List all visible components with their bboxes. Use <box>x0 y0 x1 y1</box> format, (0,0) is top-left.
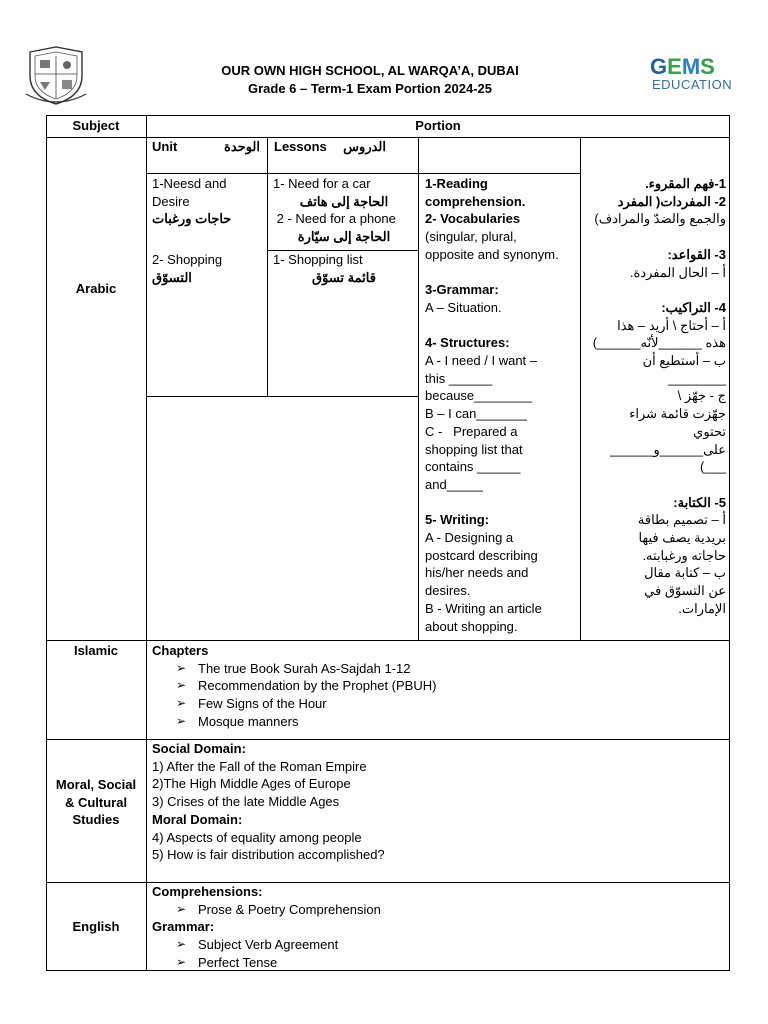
unit-label: Unit <box>152 139 178 154</box>
islamic-list <box>152 660 722 731</box>
comprehension-list <box>152 901 722 919</box>
logo-letter-g: G <box>650 54 668 79</box>
subject-column-header: Subject <box>72 118 120 133</box>
subject-islamic: Islamic <box>73 643 119 658</box>
arabic-line: على______و______ <box>610 441 726 457</box>
section-reading-title: 1-Reading <box>425 176 488 191</box>
subject-english: English <box>72 919 120 934</box>
lessons-unit-1 <box>273 175 415 246</box>
lessons-unit-2 <box>273 251 415 286</box>
structures-line: and_____ <box>425 476 483 492</box>
writing-line: A - Designing a <box>425 530 514 546</box>
writing-line: his/her needs and <box>425 565 529 581</box>
lesson-line: 2 - Need for a phone <box>273 211 396 227</box>
lessons-label-arabic: الدروس <box>343 139 386 154</box>
arabic-portion-arabic <box>584 175 726 618</box>
lesson-line-arabic: الحاجة إلى سيّارة <box>297 229 391 245</box>
logo-subtitle: EDUCATION <box>652 77 733 92</box>
arabic-line: ___) <box>699 459 726 475</box>
arabic-line: هذه ______لأنّه______) <box>592 335 726 351</box>
list-item: ➢ Mosque manners <box>152 713 722 731</box>
writing-line: desires. <box>425 583 471 599</box>
unit-1-line: Desire <box>152 193 190 209</box>
arabic-line: والجمع والضدّ والمرادف) <box>594 211 726 227</box>
unit-2-arabic: التسوّق <box>152 269 192 285</box>
subject-line: Studies <box>72 812 120 828</box>
arabic-line: 1-فهم المقروء. <box>645 176 726 191</box>
arabic-line: 3- القواعد: <box>667 246 726 262</box>
grammar-heading: Grammar: <box>152 919 215 935</box>
arabic-line: أ – الحال المفردة. <box>629 264 726 280</box>
section-vocab-text: opposite and synonym. <box>425 246 559 262</box>
arabic-portion-english <box>425 175 577 635</box>
moral-domain-heading: Moral Domain: <box>152 811 243 827</box>
arabic-line: أ – تصميم بطاقة <box>637 512 726 528</box>
arabic-line: حاجاته ورغبابته. <box>642 547 726 563</box>
row-divider <box>46 137 730 138</box>
list-item: 5) How is fair distribution accomplished? <box>152 847 385 863</box>
list-item: ➢ The true Book Surah As-Sajdah 1-12 <box>152 660 722 678</box>
arabic-line: جهّزت قائمة شراء <box>629 406 726 422</box>
subject-moral-social-cultural <box>46 776 146 829</box>
section-grammar-title: 3-Grammar: <box>425 282 499 298</box>
section-reading-title: comprehension. <box>425 193 526 209</box>
english-portion <box>152 883 722 972</box>
arabic-line: 5- الكتابة: <box>673 494 726 510</box>
writing-line: B - Writing an article <box>425 600 542 616</box>
list-item: 3) Crises of the late Middle Ages <box>152 794 340 810</box>
unit-1 <box>152 175 264 228</box>
comprehensions-heading: Comprehensions: <box>152 884 263 899</box>
logo-letter-m: M <box>681 54 701 79</box>
lessons-label: Lessons <box>274 139 327 154</box>
structures-line: contains ______ <box>425 459 521 475</box>
row-divider <box>146 396 418 397</box>
arabic-line: ب – كتابة مقال <box>644 565 726 581</box>
structures-line: shopping list that <box>425 441 523 457</box>
arabic-line: الإمارات. <box>678 600 726 616</box>
list-item: 2)The High Middle Ages of Europe <box>152 776 351 792</box>
row-divider <box>46 640 730 641</box>
list-item: 4) Aspects of equality among people <box>152 829 362 845</box>
moral-portion <box>152 740 722 864</box>
list-item: 1) After the Fall of the Roman Empire <box>152 758 367 774</box>
subject-arabic: Arabic <box>75 281 117 296</box>
lesson-line-arabic: الحاجة إلى هاتف <box>299 193 389 209</box>
writing-line: about shopping. <box>425 618 518 634</box>
row-divider <box>146 173 580 174</box>
arabic-line: ب – أستطيع أن <box>642 353 726 368</box>
document-header <box>170 62 570 98</box>
list-item: ➢ Few Signs of the Hour <box>152 695 722 713</box>
subject-line: Moral, Social <box>55 777 137 792</box>
unit-2 <box>152 251 264 286</box>
arabic-line: عن التسوّق في <box>644 583 726 599</box>
school-crest-logo <box>24 44 88 106</box>
section-writing-title: 5- Writing: <box>425 512 490 528</box>
unit-1-line: 1-Neesd and <box>152 176 227 191</box>
column-divider <box>580 137 581 640</box>
column-divider <box>418 137 419 640</box>
gems-education-logo <box>650 56 734 96</box>
lesson-line-arabic: قائمة تسوّق <box>312 269 376 285</box>
unit-label-arabic: الوحدة <box>224 139 260 154</box>
section-vocab-title: 2- Vocabularies <box>425 211 521 227</box>
section-grammar-text: A – Situation. <box>425 299 502 315</box>
lesson-line: 1- Need for a car <box>273 176 371 191</box>
list-item: ➢ Subject Verb Agreement <box>152 936 722 954</box>
school-title: OUR OWN HIGH SCHOOL, AL WARQA’A, DUBAI <box>221 63 519 78</box>
column-divider <box>146 115 147 971</box>
islamic-portion <box>152 642 722 731</box>
arabic-line: 4- التراكيب: <box>661 299 726 315</box>
structures-line: C - Prepared a <box>425 423 518 439</box>
grammar-list <box>152 936 722 971</box>
logo-letter-e: E <box>667 54 682 79</box>
list-item: ➢ Recommendation by the Prophet (PBUH) <box>152 677 722 695</box>
arabic-line: تحتوي <box>693 423 726 439</box>
arabic-line: ج - جهّز \ <box>677 388 726 404</box>
section-vocab-text: (singular, plural, <box>425 229 517 245</box>
unit-1-arabic: حاجات ورغبات <box>152 211 232 227</box>
structures-line: A - I need / I want – <box>425 353 538 368</box>
structures-line: B – I can_______ <box>425 406 527 422</box>
list-item: ➢ Prose & Poetry Comprehension <box>152 901 722 919</box>
islamic-heading: Chapters <box>152 643 209 658</box>
writing-line: postcard describing <box>425 547 538 563</box>
list-item: ➢ Perfect Tense <box>152 954 722 972</box>
structures-line: because________ <box>425 388 532 404</box>
column-divider <box>267 137 268 396</box>
structures-line: this ______ <box>425 370 493 386</box>
arabic-line: ________ <box>668 370 726 386</box>
exam-subtitle: Grade 6 – Term-1 Exam Portion 2024-25 <box>248 81 492 96</box>
section-structures-title: 4- Structures: <box>425 335 510 351</box>
unit-2-line: 2- Shopping <box>152 252 223 267</box>
logo-letter-s: S <box>700 54 715 79</box>
lesson-line: 1- Shopping list <box>273 252 363 267</box>
arabic-line: 2- المفردات( المفرد <box>617 193 726 209</box>
social-domain-heading: Social Domain: <box>152 741 246 756</box>
arabic-line: أ – أحتاج \ أريد – هذا <box>617 317 726 333</box>
subject-line: & Cultural <box>64 794 128 810</box>
arabic-line: بريدية يصف فيها <box>638 530 726 546</box>
portion-column-header: Portion <box>415 118 461 133</box>
